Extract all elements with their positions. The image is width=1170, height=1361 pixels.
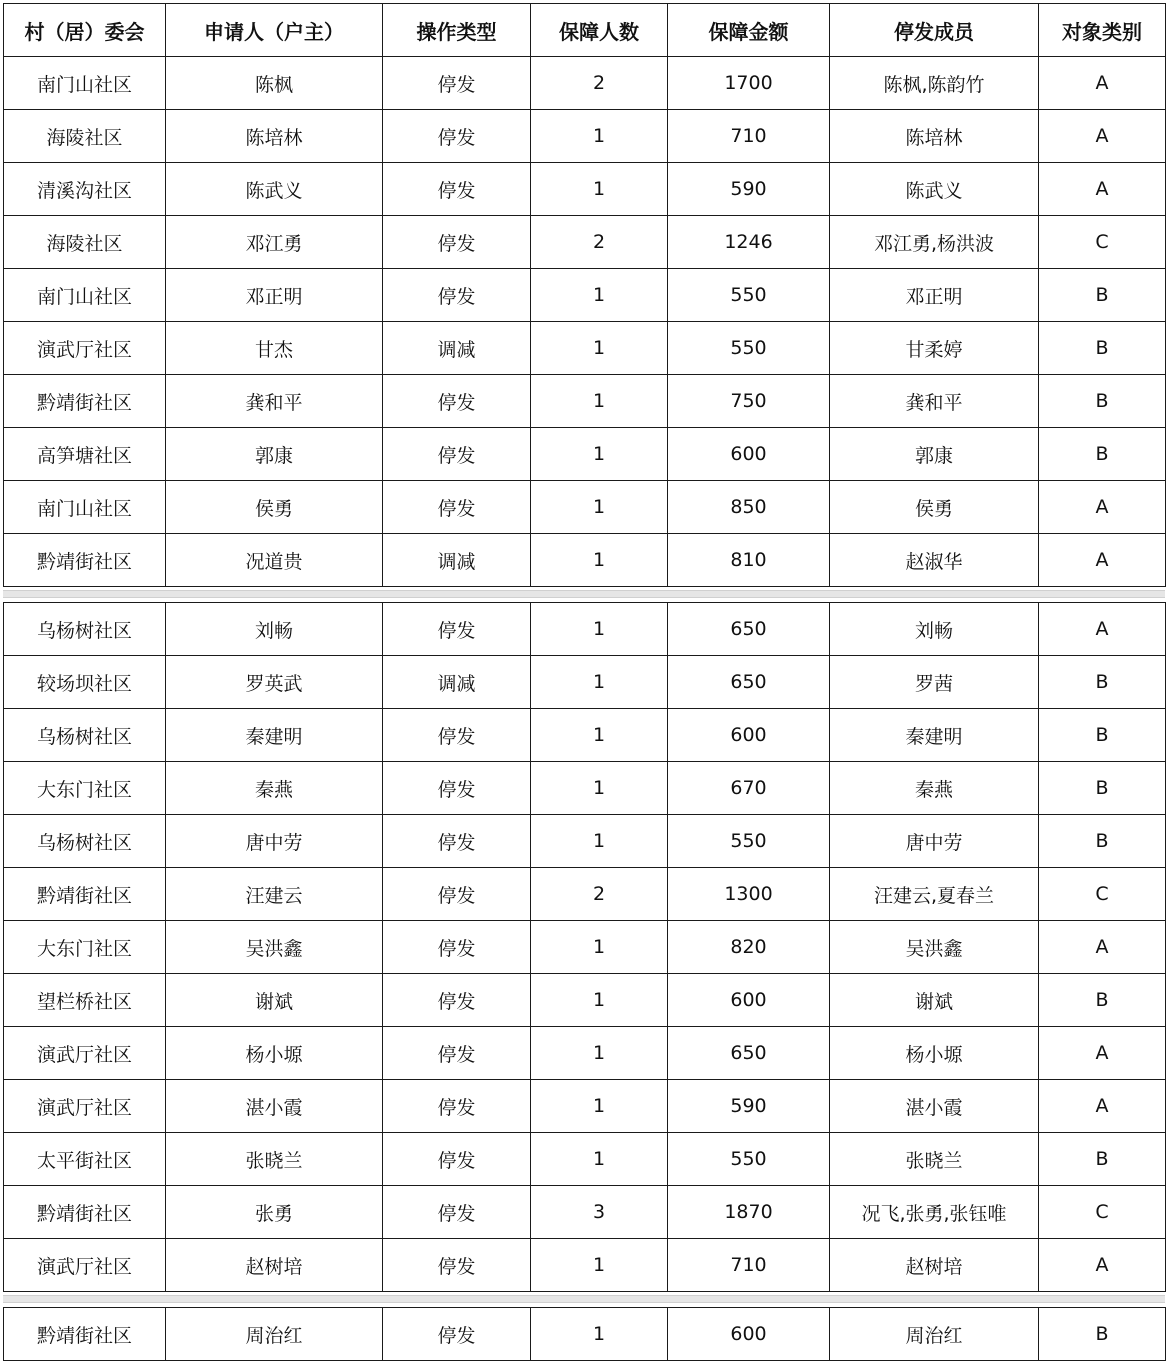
cell-category: C (1039, 1186, 1166, 1239)
cell-committee: 大东门社区 (4, 762, 166, 815)
cell-people-count: 2 (531, 216, 668, 269)
cell-committee: 黔靖街社区 (4, 1308, 166, 1361)
cell-operation-type: 停发 (383, 709, 531, 762)
table-row (4, 110, 1166, 163)
cell-category: A (1039, 534, 1166, 587)
cell-committee: 乌杨树社区 (4, 815, 166, 868)
cell-category: A (1039, 1239, 1166, 1292)
cell-committee: 较场坝社区 (4, 656, 166, 709)
table-row (4, 656, 1166, 709)
cell-category: C (1039, 216, 1166, 269)
cell-stopped-members: 吴洪鑫 (830, 921, 1039, 974)
table-row (4, 163, 1166, 216)
table-row (4, 709, 1166, 762)
cell-category: A (1039, 921, 1166, 974)
cell-amount: 650 (668, 1027, 830, 1080)
table-row (4, 868, 1166, 921)
cell-amount: 1870 (668, 1186, 830, 1239)
cell-stopped-members: 杨小塬 (830, 1027, 1039, 1080)
cell-committee: 清溪沟社区 (4, 163, 166, 216)
cell-people-count: 3 (531, 1186, 668, 1239)
cell-people-count: 1 (531, 428, 668, 481)
cell-committee: 演武厅社区 (4, 1027, 166, 1080)
cell-people-count: 2 (531, 868, 668, 921)
cell-applicant: 杨小塬 (166, 1027, 383, 1080)
cell-amount: 600 (668, 1308, 830, 1361)
cell-people-count: 1 (531, 481, 668, 534)
cell-stopped-members: 谢斌 (830, 974, 1039, 1027)
cell-operation-type: 停发 (383, 1080, 531, 1133)
cell-committee: 黔靖街社区 (4, 534, 166, 587)
cell-operation-type: 停发 (383, 1133, 531, 1186)
header-category: 对象类别 (1039, 4, 1166, 57)
cell-committee: 南门山社区 (4, 481, 166, 534)
cell-amount: 1700 (668, 57, 830, 110)
cell-people-count: 1 (531, 163, 668, 216)
cell-operation-type: 停发 (383, 815, 531, 868)
cell-committee: 演武厅社区 (4, 322, 166, 375)
cell-category: A (1039, 163, 1166, 216)
cell-amount: 550 (668, 1133, 830, 1186)
cell-people-count: 1 (531, 110, 668, 163)
cell-category: B (1039, 1133, 1166, 1186)
cell-applicant: 罗英武 (166, 656, 383, 709)
cell-amount: 710 (668, 1239, 830, 1292)
cell-operation-type: 停发 (383, 428, 531, 481)
table-row (4, 974, 1166, 1027)
cell-operation-type: 停发 (383, 1308, 531, 1361)
cell-committee: 演武厅社区 (4, 1080, 166, 1133)
cell-category: A (1039, 110, 1166, 163)
cell-committee: 大东门社区 (4, 921, 166, 974)
cell-category: B (1039, 428, 1166, 481)
cell-stopped-members: 张晓兰 (830, 1133, 1039, 1186)
cell-committee: 黔靖街社区 (4, 1186, 166, 1239)
cell-operation-type: 调减 (383, 322, 531, 375)
cell-category: B (1039, 709, 1166, 762)
cell-stopped-members: 陈培林 (830, 110, 1039, 163)
cell-amount: 600 (668, 428, 830, 481)
cell-operation-type: 停发 (383, 974, 531, 1027)
cell-category: B (1039, 974, 1166, 1027)
cell-applicant: 龚和平 (166, 375, 383, 428)
cell-applicant: 陈枫 (166, 57, 383, 110)
cell-people-count: 1 (531, 375, 668, 428)
cell-people-count: 1 (531, 1308, 668, 1361)
cell-committee: 乌杨树社区 (4, 709, 166, 762)
cell-category: A (1039, 1080, 1166, 1133)
cell-category: A (1039, 481, 1166, 534)
cell-operation-type: 调减 (383, 534, 531, 587)
table-row (4, 534, 1166, 587)
cell-applicant: 周治红 (166, 1308, 383, 1361)
cell-operation-type: 停发 (383, 762, 531, 815)
cell-people-count: 1 (531, 656, 668, 709)
table-row (4, 1308, 1166, 1361)
cell-committee: 南门山社区 (4, 269, 166, 322)
cell-people-count: 1 (531, 921, 668, 974)
cell-committee: 乌杨树社区 (4, 603, 166, 656)
cell-category: A (1039, 1027, 1166, 1080)
document-page (3, 3, 1165, 1361)
cell-operation-type: 停发 (383, 163, 531, 216)
table-row (4, 815, 1166, 868)
cell-stopped-members: 邓江勇,杨洪波 (830, 216, 1039, 269)
cell-amount: 710 (668, 110, 830, 163)
cell-applicant: 湛小霞 (166, 1080, 383, 1133)
table-row (4, 269, 1166, 322)
cell-committee: 望栏桥社区 (4, 974, 166, 1027)
cell-people-count: 1 (531, 1239, 668, 1292)
cell-amount: 600 (668, 974, 830, 1027)
cell-amount: 1246 (668, 216, 830, 269)
header-amount: 保障金额 (668, 4, 830, 57)
cell-stopped-members: 唐中劳 (830, 815, 1039, 868)
cell-people-count: 1 (531, 1027, 668, 1080)
cell-operation-type: 停发 (383, 1027, 531, 1080)
cell-committee: 海陵社区 (4, 216, 166, 269)
cell-applicant: 张晓兰 (166, 1133, 383, 1186)
cell-people-count: 2 (531, 57, 668, 110)
cell-stopped-members: 秦建明 (830, 709, 1039, 762)
cell-operation-type: 停发 (383, 921, 531, 974)
page-break-divider (3, 1295, 1165, 1303)
cell-stopped-members: 陈武义 (830, 163, 1039, 216)
cell-applicant: 侯勇 (166, 481, 383, 534)
cell-people-count: 1 (531, 1133, 668, 1186)
cell-operation-type: 停发 (383, 216, 531, 269)
cell-stopped-members: 赵淑华 (830, 534, 1039, 587)
cell-operation-type: 停发 (383, 603, 531, 656)
cell-amount: 550 (668, 269, 830, 322)
cell-amount: 590 (668, 163, 830, 216)
cell-operation-type: 调减 (383, 656, 531, 709)
cell-stopped-members: 邓正明 (830, 269, 1039, 322)
cell-applicant: 唐中劳 (166, 815, 383, 868)
table-block-1 (3, 3, 1166, 587)
cell-stopped-members: 秦燕 (830, 762, 1039, 815)
cell-applicant: 秦燕 (166, 762, 383, 815)
cell-people-count: 1 (531, 762, 668, 815)
cell-stopped-members: 赵树培 (830, 1239, 1039, 1292)
header-row (4, 4, 1166, 57)
header-operation-type: 操作类型 (383, 4, 531, 57)
cell-people-count: 1 (531, 1080, 668, 1133)
cell-applicant: 吴洪鑫 (166, 921, 383, 974)
cell-applicant: 谢斌 (166, 974, 383, 1027)
cell-people-count: 1 (531, 322, 668, 375)
cell-amount: 550 (668, 815, 830, 868)
cell-category: B (1039, 656, 1166, 709)
header-stopped-members: 停发成员 (830, 4, 1039, 57)
table-row (4, 1080, 1166, 1133)
cell-amount: 650 (668, 656, 830, 709)
cell-amount: 600 (668, 709, 830, 762)
cell-amount: 670 (668, 762, 830, 815)
table-row (4, 375, 1166, 428)
cell-people-count: 1 (531, 974, 668, 1027)
table-row (4, 428, 1166, 481)
cell-operation-type: 停发 (383, 110, 531, 163)
cell-applicant: 况道贵 (166, 534, 383, 587)
cell-stopped-members: 侯勇 (830, 481, 1039, 534)
cell-operation-type: 停发 (383, 481, 531, 534)
cell-applicant: 郭康 (166, 428, 383, 481)
cell-amount: 550 (668, 322, 830, 375)
cell-committee: 黔靖街社区 (4, 375, 166, 428)
header-committee: 村（居）委会 (4, 4, 166, 57)
cell-committee: 演武厅社区 (4, 1239, 166, 1292)
cell-stopped-members: 陈枫,陈韵竹 (830, 57, 1039, 110)
cell-stopped-members: 龚和平 (830, 375, 1039, 428)
cell-stopped-members: 周治红 (830, 1308, 1039, 1361)
cell-stopped-members: 甘柔婷 (830, 322, 1039, 375)
cell-operation-type: 停发 (383, 868, 531, 921)
cell-stopped-members: 况飞,张勇,张钰唯 (830, 1186, 1039, 1239)
cell-applicant: 陈武义 (166, 163, 383, 216)
cell-category: A (1039, 57, 1166, 110)
table-block-2 (3, 602, 1166, 1292)
table-row (4, 1133, 1166, 1186)
cell-amount: 820 (668, 921, 830, 974)
table-row (4, 1027, 1166, 1080)
cell-committee: 高笋塘社区 (4, 428, 166, 481)
cell-amount: 590 (668, 1080, 830, 1133)
cell-stopped-members: 汪建云,夏春兰 (830, 868, 1039, 921)
cell-applicant: 赵树培 (166, 1239, 383, 1292)
cell-operation-type: 停发 (383, 57, 531, 110)
table-row (4, 322, 1166, 375)
cell-applicant: 邓江勇 (166, 216, 383, 269)
cell-amount: 1300 (668, 868, 830, 921)
page-break-divider (3, 590, 1165, 598)
cell-stopped-members: 湛小霞 (830, 1080, 1039, 1133)
cell-committee: 太平街社区 (4, 1133, 166, 1186)
cell-people-count: 1 (531, 603, 668, 656)
table-row (4, 216, 1166, 269)
cell-people-count: 1 (531, 269, 668, 322)
cell-people-count: 1 (531, 815, 668, 868)
cell-people-count: 1 (531, 534, 668, 587)
cell-amount: 810 (668, 534, 830, 587)
cell-category: B (1039, 762, 1166, 815)
cell-category: C (1039, 868, 1166, 921)
table-row (4, 1239, 1166, 1292)
cell-operation-type: 停发 (383, 1186, 531, 1239)
cell-applicant: 陈培林 (166, 110, 383, 163)
cell-applicant: 汪建云 (166, 868, 383, 921)
table-row (4, 481, 1166, 534)
cell-operation-type: 停发 (383, 375, 531, 428)
cell-applicant: 张勇 (166, 1186, 383, 1239)
cell-operation-type: 停发 (383, 269, 531, 322)
cell-stopped-members: 刘畅 (830, 603, 1039, 656)
header-people-count: 保障人数 (531, 4, 668, 57)
cell-operation-type: 停发 (383, 1239, 531, 1292)
cell-amount: 850 (668, 481, 830, 534)
cell-stopped-members: 郭康 (830, 428, 1039, 481)
cell-category: A (1039, 603, 1166, 656)
cell-category: B (1039, 322, 1166, 375)
table-row (4, 762, 1166, 815)
cell-committee: 南门山社区 (4, 57, 166, 110)
cell-category: B (1039, 269, 1166, 322)
cell-category: B (1039, 815, 1166, 868)
table-row (4, 57, 1166, 110)
cell-amount: 750 (668, 375, 830, 428)
cell-applicant: 秦建明 (166, 709, 383, 762)
cell-category: B (1039, 375, 1166, 428)
cell-applicant: 甘杰 (166, 322, 383, 375)
cell-applicant: 邓正明 (166, 269, 383, 322)
table-row (4, 921, 1166, 974)
cell-category: B (1039, 1308, 1166, 1361)
table-row (4, 603, 1166, 656)
cell-applicant: 刘畅 (166, 603, 383, 656)
cell-people-count: 1 (531, 709, 668, 762)
cell-amount: 650 (668, 603, 830, 656)
header-applicant: 申请人（户主） (166, 4, 383, 57)
table-block-3 (3, 1307, 1166, 1361)
table-row (4, 1186, 1166, 1239)
cell-committee: 黔靖街社区 (4, 868, 166, 921)
cell-stopped-members: 罗茜 (830, 656, 1039, 709)
cell-committee: 海陵社区 (4, 110, 166, 163)
